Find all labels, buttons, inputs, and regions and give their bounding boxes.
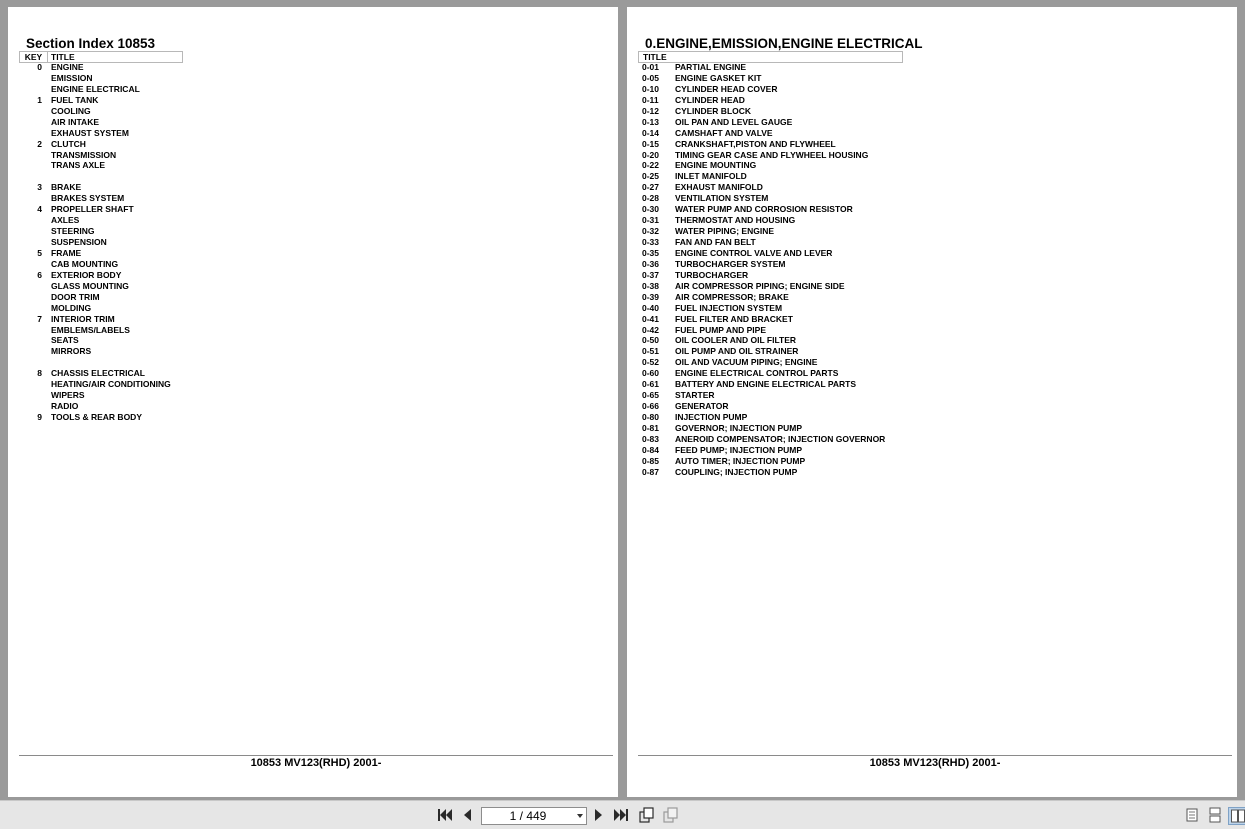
- group-code: 0-10: [642, 83, 660, 94]
- list-item[interactable]: [641, 259, 1061, 270]
- item-title: INLET MANIFOLD: [675, 171, 747, 182]
- item-title: INTERIOR TRIM: [51, 313, 115, 324]
- list-item[interactable]: [19, 248, 419, 259]
- section-key: 2: [37, 138, 42, 149]
- section-index-list: [19, 62, 419, 423]
- list-item[interactable]: [19, 325, 419, 336]
- item-title: AUTO TIMER; INJECTION PUMP: [675, 455, 806, 466]
- list-item[interactable]: [641, 314, 1061, 325]
- list-item[interactable]: [641, 95, 1061, 106]
- list-item[interactable]: [19, 281, 419, 292]
- group-code: 0-32: [642, 226, 660, 237]
- group-code: 0-36: [642, 258, 660, 269]
- item-title: CAMSHAFT AND VALVE: [675, 127, 773, 138]
- group-code: 0-13: [642, 116, 660, 127]
- list-item[interactable]: [641, 357, 1061, 368]
- group-code: 0-81: [642, 422, 660, 433]
- group-code: 0-28: [642, 193, 660, 204]
- group-title: 0.ENGINE,EMISSION,ENGINE ELECTRICAL: [645, 36, 923, 51]
- item-title: TRANSMISSION: [51, 149, 117, 160]
- group-code: 0-35: [642, 247, 660, 258]
- item-title: THERMOSTAT AND HOUSING: [675, 215, 796, 226]
- item-title: ENGINE: [51, 62, 84, 72]
- item-title: PROPELLER SHAFT: [51, 204, 134, 215]
- group-code: 0-40: [642, 302, 660, 313]
- section-key: 6: [37, 269, 42, 280]
- list-item[interactable]: [641, 401, 1061, 412]
- list-item[interactable]: [641, 248, 1061, 259]
- item-title: COUPLING; INJECTION PUMP: [675, 466, 798, 477]
- chevron-down-icon[interactable]: [577, 814, 583, 818]
- item-title: GLASS MOUNTING: [51, 280, 129, 291]
- group-code: 0-52: [642, 357, 660, 368]
- item-title: EXTERIOR BODY: [51, 269, 122, 280]
- list-item[interactable]: [19, 171, 419, 182]
- list-item[interactable]: [641, 204, 1061, 215]
- list-item[interactable]: [641, 434, 1061, 445]
- list-item[interactable]: [641, 106, 1061, 117]
- list-item[interactable]: [641, 73, 1061, 84]
- item-title: ENGINE GASKET KIT: [675, 72, 762, 83]
- item-title: DOOR TRIM: [51, 291, 100, 302]
- list-item[interactable]: [641, 128, 1061, 139]
- item-title: BATTERY AND ENGINE ELECTRICAL PARTS: [675, 379, 857, 390]
- page-number-input[interactable]: [481, 807, 587, 825]
- copy-icon[interactable]: [661, 807, 679, 823]
- list-item[interactable]: [19, 303, 419, 314]
- first-page-icon[interactable]: [436, 807, 454, 823]
- item-title: CHASSIS ELECTRICAL: [51, 368, 145, 379]
- group-code: 0-39: [642, 291, 660, 302]
- list-item[interactable]: [19, 84, 419, 95]
- viewer-toolbar: [0, 800, 1245, 829]
- group-code: 0-31: [642, 215, 660, 226]
- list-item[interactable]: [641, 467, 1061, 478]
- list-item[interactable]: [641, 160, 1061, 171]
- item-title: GOVERNOR; INJECTION PUMP: [675, 422, 803, 433]
- item-title: TIMING GEAR CASE AND FLYWHEEL HOUSING: [675, 149, 869, 160]
- item-title: INJECTION PUMP: [675, 412, 748, 422]
- item-title: OIL AND VACUUM PIPING; ENGINE: [675, 357, 818, 368]
- list-item[interactable]: [19, 73, 419, 84]
- list-item[interactable]: [641, 182, 1061, 193]
- group-code: 0-22: [642, 160, 660, 171]
- section-key: 7: [37, 313, 42, 324]
- list-item[interactable]: [19, 128, 419, 139]
- item-title: FUEL INJECTION SYSTEM: [675, 302, 783, 313]
- list-item[interactable]: [641, 335, 1061, 346]
- item-title: EMISSION: [51, 72, 93, 83]
- list-item[interactable]: [19, 259, 419, 270]
- list-item[interactable]: [19, 401, 419, 412]
- group-code: 0-60: [642, 368, 660, 379]
- item-title: MIRRORS: [51, 346, 92, 357]
- item-title: TURBOCHARGER SYSTEM: [675, 258, 786, 269]
- item-title: EMBLEMS/LABELS: [51, 324, 130, 335]
- list-item[interactable]: [19, 357, 419, 368]
- group-code: 0-12: [642, 105, 660, 116]
- section-key: 5: [37, 247, 42, 258]
- page-footer: 10853 MV123(RHD) 2001-: [869, 757, 1001, 769]
- section-key: 0: [37, 62, 42, 72]
- item-title: CAB MOUNTING: [51, 258, 119, 269]
- item-title: TURBOCHARGER: [675, 269, 749, 280]
- list-item[interactable]: [641, 368, 1061, 379]
- list-item[interactable]: [19, 193, 419, 204]
- item-title: ENGINE MOUNTING: [675, 160, 757, 171]
- section-key: 8: [37, 368, 42, 379]
- list-item[interactable]: [19, 117, 419, 128]
- list-item[interactable]: [641, 292, 1061, 303]
- list-item[interactable]: [641, 303, 1061, 314]
- item-title: OIL PAN AND LEVEL GAUGE: [675, 116, 793, 127]
- list-item[interactable]: [19, 379, 419, 390]
- title-column-header: TITLE: [643, 52, 667, 62]
- footer-divider: [638, 755, 1232, 756]
- item-title: ANEROID COMPENSATOR; INJECTION GOVERNOR: [675, 433, 886, 444]
- item-title: AIR INTAKE: [51, 116, 100, 127]
- list-item[interactable]: [641, 150, 1061, 161]
- item-title: WATER PUMP AND CORROSION RESISTOR: [675, 204, 853, 215]
- list-item[interactable]: [641, 237, 1061, 248]
- item-title: EXHAUST SYSTEM: [51, 127, 129, 138]
- list-item[interactable]: [641, 62, 1061, 73]
- group-code: 0-85: [642, 455, 660, 466]
- list-item[interactable]: [641, 423, 1061, 434]
- list-item[interactable]: [19, 95, 419, 106]
- item-title: VENTILATION SYSTEM: [675, 193, 769, 204]
- list-item[interactable]: [641, 281, 1061, 292]
- list-item[interactable]: [19, 226, 419, 237]
- previous-page-icon[interactable]: [458, 807, 476, 823]
- list-item[interactable]: [19, 390, 419, 401]
- item-title: STARTER: [675, 390, 715, 401]
- item-title: AIR COMPRESSOR; BRAKE: [675, 291, 789, 302]
- item-title: STEERING: [51, 226, 95, 237]
- item-title: OIL COOLER AND OIL FILTER: [675, 335, 797, 346]
- group-code: 0-50: [642, 335, 660, 346]
- list-item[interactable]: [641, 412, 1061, 423]
- group-code: 0-41: [642, 313, 660, 324]
- list-item[interactable]: [641, 445, 1061, 456]
- item-title: FEED PUMP; INJECTION PUMP: [675, 444, 803, 455]
- item-title: ENGINE ELECTRICAL: [51, 83, 140, 94]
- list-item[interactable]: [19, 346, 419, 357]
- group-code: 0-25: [642, 171, 660, 182]
- group-code: 0-87: [642, 466, 660, 477]
- group-code: 0-11: [642, 94, 659, 105]
- list-item[interactable]: [19, 314, 419, 325]
- item-title: GENERATOR: [675, 401, 729, 412]
- item-title: RADIO: [51, 401, 79, 412]
- page-footer: 10853 MV123(RHD) 2001-: [250, 757, 382, 769]
- item-title: BRAKES SYSTEM: [51, 193, 125, 204]
- list-item[interactable]: [19, 106, 419, 117]
- group-code: 0-01: [642, 62, 660, 72]
- list-item[interactable]: [19, 182, 419, 193]
- item-title: COOLING: [51, 105, 91, 116]
- item-title: ENGINE ELECTRICAL CONTROL PARTS: [675, 368, 839, 379]
- list-item[interactable]: [19, 292, 419, 303]
- item-title: PARTIAL ENGINE: [675, 62, 746, 72]
- item-title: FAN AND FAN BELT: [675, 237, 756, 247]
- group-index-list: [641, 62, 1061, 478]
- list-item[interactable]: [19, 270, 419, 281]
- item-title: CYLINDER HEAD COVER: [675, 83, 778, 94]
- list-item[interactable]: [641, 456, 1061, 467]
- item-title: FUEL PUMP AND PIPE: [675, 324, 766, 335]
- item-title: BRAKE: [51, 182, 82, 193]
- item-title: TOOLS & REAR BODY: [51, 412, 142, 422]
- list-item[interactable]: [641, 139, 1061, 150]
- item-title: SUSPENSION: [51, 237, 107, 247]
- item-title: FUEL FILTER AND BRACKET: [675, 313, 793, 324]
- item-title: CRANKSHAFT,PISTON AND FLYWHEEL: [675, 138, 836, 149]
- item-title: WIPERS: [51, 390, 85, 401]
- group-code: 0-61: [642, 379, 660, 390]
- list-item[interactable]: [19, 368, 419, 379]
- item-title: ENGINE CONTROL VALVE AND LEVER: [675, 247, 833, 258]
- footer-divider: [19, 755, 613, 756]
- list-item[interactable]: [19, 139, 419, 150]
- section-key: 1: [37, 94, 42, 105]
- group-code: 0-84: [642, 444, 660, 455]
- list-item[interactable]: [19, 335, 419, 346]
- section-key: 3: [37, 182, 42, 193]
- section-index-title: Section Index 10853: [26, 36, 156, 51]
- item-title: CYLINDER BLOCK: [675, 105, 752, 116]
- list-item[interactable]: [641, 171, 1061, 182]
- group-code: 0-38: [642, 280, 660, 291]
- list-item[interactable]: [19, 150, 419, 161]
- list-item[interactable]: [641, 193, 1061, 204]
- item-title: FRAME: [51, 247, 82, 258]
- list-item[interactable]: [641, 117, 1061, 128]
- group-code: 0-51: [642, 346, 660, 357]
- group-code: 0-66: [642, 401, 660, 412]
- group-code: 0-20: [642, 149, 660, 160]
- list-item[interactable]: [641, 390, 1061, 401]
- list-item[interactable]: [19, 412, 419, 423]
- group-code: 0-33: [642, 237, 660, 247]
- list-item[interactable]: [641, 379, 1061, 390]
- last-page-icon[interactable]: [612, 807, 630, 823]
- item-title: AIR COMPRESSOR PIPING; ENGINE SIDE: [675, 280, 845, 291]
- item-title: SEATS: [51, 335, 79, 346]
- list-item[interactable]: [641, 215, 1061, 226]
- group-code: 0-27: [642, 182, 660, 193]
- item-title: TRANS AXLE: [51, 160, 105, 171]
- key-column-header: KEY: [20, 52, 48, 62]
- list-item[interactable]: [19, 62, 419, 73]
- list-item[interactable]: [641, 346, 1061, 357]
- list-item[interactable]: [19, 204, 419, 215]
- list-item[interactable]: [641, 226, 1061, 237]
- group-code: 0-42: [642, 324, 660, 335]
- item-title: CYLINDER HEAD: [675, 94, 745, 105]
- list-item[interactable]: [19, 215, 419, 226]
- item-title: OIL PUMP AND OIL STRAINER: [675, 346, 799, 357]
- list-item[interactable]: [641, 270, 1061, 281]
- group-code: 0-65: [642, 390, 660, 401]
- next-page-icon[interactable]: [590, 807, 608, 823]
- group-code: 0-37: [642, 269, 660, 280]
- rotate-icon[interactable]: [637, 807, 655, 823]
- item-title: WATER PIPING; ENGINE: [675, 226, 775, 237]
- item-title: FUEL TANK: [51, 94, 99, 105]
- group-code: 0-05: [642, 72, 660, 83]
- item-title: MOLDING: [51, 302, 92, 313]
- group-code: 0-14: [642, 127, 660, 138]
- two-page-view-icon[interactable]: [1228, 807, 1245, 825]
- group-code: 0-30: [642, 204, 660, 215]
- list-item[interactable]: [19, 160, 419, 171]
- continuous-view-icon[interactable]: [1206, 807, 1224, 823]
- right-page: [627, 7, 1237, 797]
- group-code: 0-83: [642, 433, 660, 444]
- group-code: 0-15: [642, 138, 660, 149]
- section-key: 4: [37, 204, 42, 215]
- left-page: [8, 7, 618, 797]
- group-code: 0-80: [642, 412, 660, 422]
- item-title: EXHAUST MANIFOLD: [675, 182, 763, 193]
- list-item[interactable]: [641, 84, 1061, 95]
- item-title: AXLES: [51, 215, 80, 226]
- item-title: HEATING/AIR CONDITIONING: [51, 379, 171, 390]
- list-item[interactable]: [641, 325, 1061, 336]
- item-title: CLUTCH: [51, 138, 86, 149]
- page-indicator: 1 / 449: [509, 809, 547, 823]
- title-column-header: TITLE: [51, 52, 75, 62]
- list-item[interactable]: [19, 237, 419, 248]
- section-key: 9: [37, 412, 42, 422]
- single-page-view-icon[interactable]: [1183, 807, 1201, 823]
